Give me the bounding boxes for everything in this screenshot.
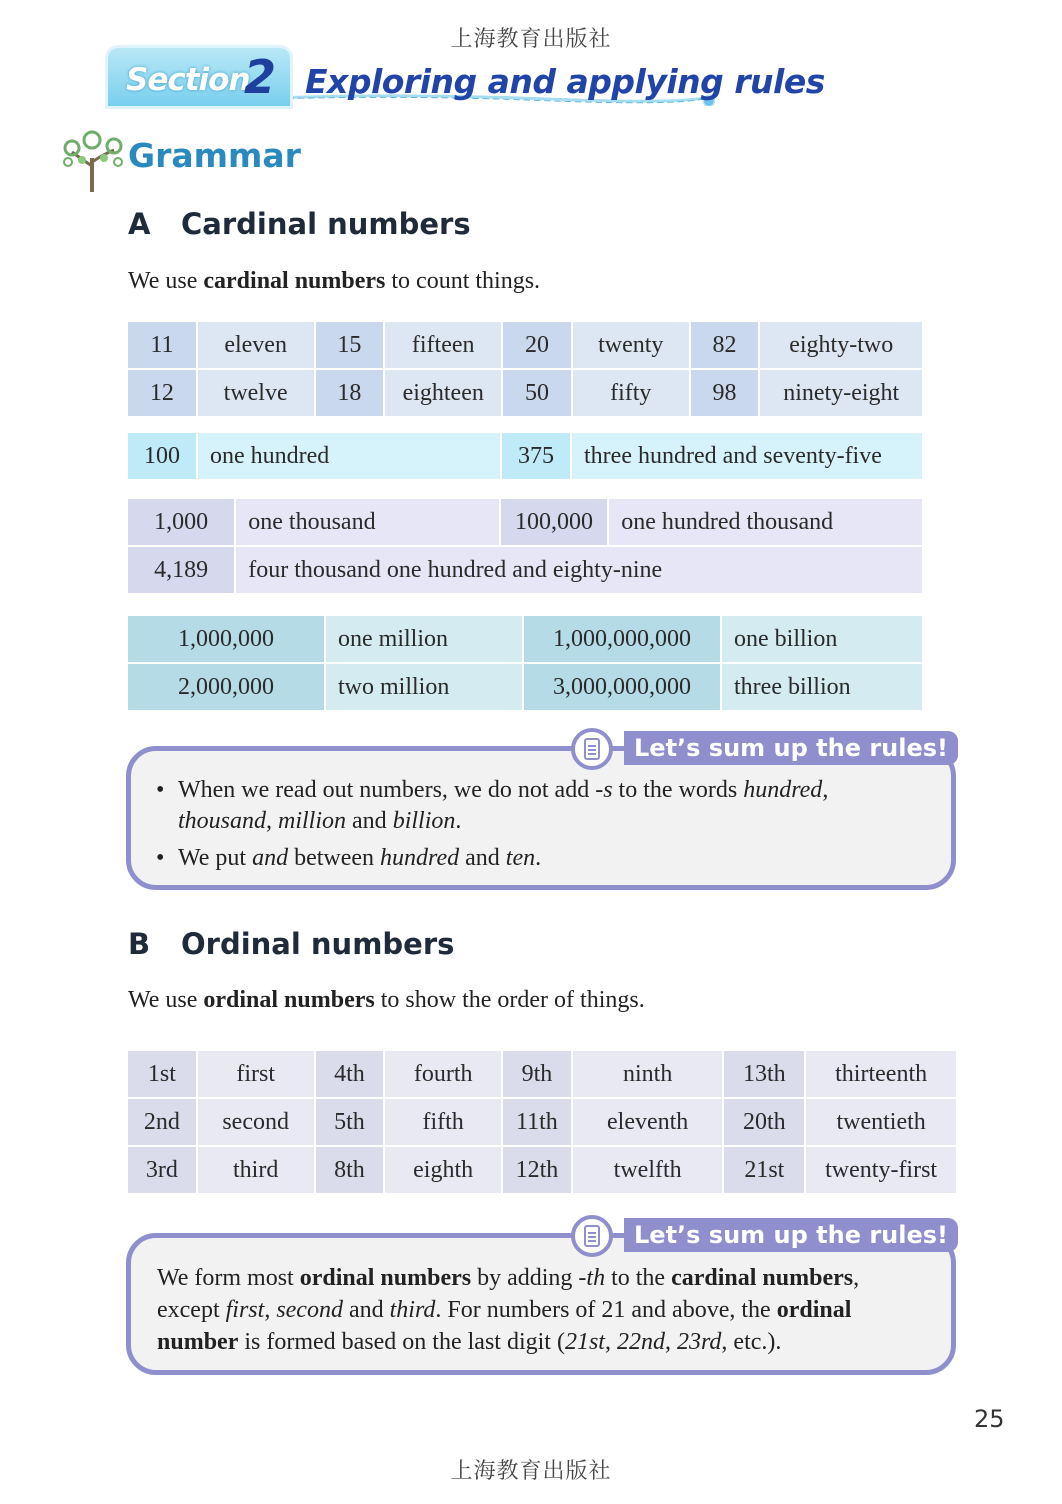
table-row [128,433,922,479]
document-icon [571,728,613,770]
rule-italic: 22nd [616,1329,665,1355]
word-cell: one hundred thousand [609,499,922,545]
rule-italic: hundred [380,845,460,871]
number-cell: 5th [316,1099,384,1145]
rule-italic: and [252,845,289,871]
intro-text: to show the order of things. [374,987,645,1013]
heading-text: Ordinal numbers [181,927,455,961]
word-cell: one billion [722,616,922,662]
number-cell: 98 [691,370,759,416]
table-row [128,547,922,593]
rule-item-continued [178,805,918,837]
rule-paragraph [157,1262,927,1358]
rule-italic: hundred [743,777,823,803]
heading-cardinal [128,207,471,241]
cardinal-table-thousands [126,497,924,595]
number-cell: 9th [503,1051,571,1097]
word-cell: three hundred and seventy-five [572,433,922,479]
number-cell: 1,000 [128,499,234,545]
number-cell: 1,000,000,000 [524,616,720,662]
word-cell: twelve [198,370,314,416]
rules-label: Let’s sum up the rules! [624,731,958,765]
number-cell: 18 [316,370,384,416]
section-number: 2 [244,50,277,104]
number-cell: 4th [316,1051,384,1097]
rule-italic: thousand [178,808,267,834]
number-cell: 375 [502,433,570,479]
rule-text: We put [178,845,253,871]
rule-line [157,1326,927,1358]
rule-bold: number [157,1329,239,1355]
rule-text: and [459,845,506,871]
rule-text: to the words [612,777,744,803]
cardinal-table-hundreds [126,431,924,481]
word-cell: ninety-eight [760,370,922,416]
number-cell: 3rd [128,1147,196,1193]
rule-text: except [157,1297,226,1323]
heading-letter: B [128,927,151,961]
rule-text: between [288,845,381,871]
table-row [128,1099,956,1145]
rule-bold: ordinal [776,1297,852,1323]
rule-item: • We put and between hundred and ten. [156,845,542,871]
word-cell: three billion [722,664,922,710]
publisher-footer: 上海教育出版社 [450,1458,612,1483]
word-cell: eighty-two [760,322,922,368]
number-cell: 3,000,000,000 [524,664,720,710]
word-cell: four thousand one hundred and eighty-nine [236,547,922,593]
rule-italic: billion [392,808,456,834]
cardinal-table-small [126,320,924,418]
ordinal-table [126,1049,958,1195]
rule-italic: million [278,808,347,834]
heading-letter: A [128,207,151,241]
number-cell: 11 [128,322,196,368]
rule-bold: ordinal numbers [299,1265,472,1291]
table-row [128,1147,956,1193]
word-cell: two million [326,664,522,710]
word-cell: twenty-first [806,1147,956,1193]
word-cell: second [198,1099,314,1145]
rule-text: by adding - [471,1265,587,1291]
rule-text: , [822,777,829,803]
word-cell: eighth [385,1147,501,1193]
number-cell: 15 [316,322,384,368]
word-cell: one million [326,616,522,662]
word-cell: eleventh [573,1099,723,1145]
word-cell: third [198,1147,314,1193]
rule-line [157,1294,927,1326]
number-cell: 8th [316,1147,384,1193]
rule-item: • When we read out numbers, we do not add -s to the words hundred, [156,777,829,803]
number-cell: 4,189 [128,547,234,593]
rule-italic: ten [505,845,536,871]
rule-italic: first [225,1297,265,1323]
rule-text: . [455,808,462,834]
rule-italic: s [603,777,613,803]
word-cell: ninth [573,1051,723,1097]
table-row [128,616,922,662]
number-cell: 100,000 [501,499,607,545]
document-icon [571,1215,613,1257]
number-cell: 20th [724,1099,804,1145]
number-cell: 1st [128,1051,196,1097]
rule-italic: th [586,1265,606,1291]
table-row [128,499,922,545]
rule-italic: third [389,1297,436,1323]
intro-text: We use [128,987,204,1013]
publisher-header: 上海教育出版社 [450,26,612,51]
word-cell: twelfth [573,1147,723,1193]
number-cell: 82 [691,322,759,368]
tree-icon [62,128,124,194]
word-cell: fifty [573,370,689,416]
word-cell: twenty [573,322,689,368]
rule-text: , [604,1329,617,1355]
number-cell: 100 [128,433,196,479]
word-cell: fifteen [385,322,501,368]
rule-italic: second [276,1297,343,1323]
rule-text: . [535,845,542,871]
section-title: Exploring and applying rules [305,62,825,101]
rule-italic: 21st [564,1329,605,1355]
table-row [128,370,922,416]
rule-text: , [264,1297,277,1323]
rule-text: , [266,808,279,834]
word-cell: one hundred [198,433,500,479]
number-cell: 21st [724,1147,804,1193]
word-cell: fourth [385,1051,501,1097]
rule-italic: 23rd [676,1329,722,1355]
number-cell: 11th [503,1099,571,1145]
rule-text: and [346,808,393,834]
word-cell: first [198,1051,314,1097]
number-cell: 12th [503,1147,571,1193]
rule-text: to the [605,1265,672,1291]
word-cell: eighteen [385,370,501,416]
rule-text: When we read out numbers, we do not add - [178,777,604,803]
word-cell: one thousand [236,499,499,545]
grammar-title: Grammar [128,136,301,175]
rule-text: , [664,1329,677,1355]
rule-text: and [342,1297,390,1323]
number-cell: 2nd [128,1099,196,1145]
page-number: 25 [974,1405,1005,1433]
intro-ordinal [128,987,645,1014]
rule-text: is formed based on the last digit ( [238,1329,565,1355]
rule-text: , [853,1265,860,1291]
rule-text: , etc.). [721,1329,782,1355]
rules-label: Let’s sum up the rules! [624,1218,958,1252]
heading-ordinal [128,927,454,961]
number-cell: 50 [503,370,571,416]
table-row [128,322,922,368]
number-cell: 1,000,000 [128,616,324,662]
intro-term: ordinal numbers [203,987,375,1013]
table-row [128,664,922,710]
table-row [128,1051,956,1097]
intro-term: cardinal numbers [203,268,386,294]
word-cell: thirteenth [806,1051,956,1097]
intro-cardinal [128,268,540,295]
number-cell: 13th [724,1051,804,1097]
intro-text: to count things. [385,268,541,294]
section-word: Section [126,62,250,98]
rule-bold: cardinal numbers [671,1265,854,1291]
rule-text: . For numbers of 21 and above, the [435,1297,777,1323]
number-cell: 20 [503,322,571,368]
word-cell: eleven [198,322,314,368]
word-cell: twentieth [806,1099,956,1145]
number-cell: 2,000,000 [128,664,324,710]
word-cell: fifth [385,1099,501,1145]
heading-text: Cardinal numbers [181,207,471,241]
rule-line [157,1262,927,1294]
rule-text: We form most [157,1265,300,1291]
cardinal-table-millions [126,614,924,712]
intro-text: We use [128,268,204,294]
number-cell: 12 [128,370,196,416]
